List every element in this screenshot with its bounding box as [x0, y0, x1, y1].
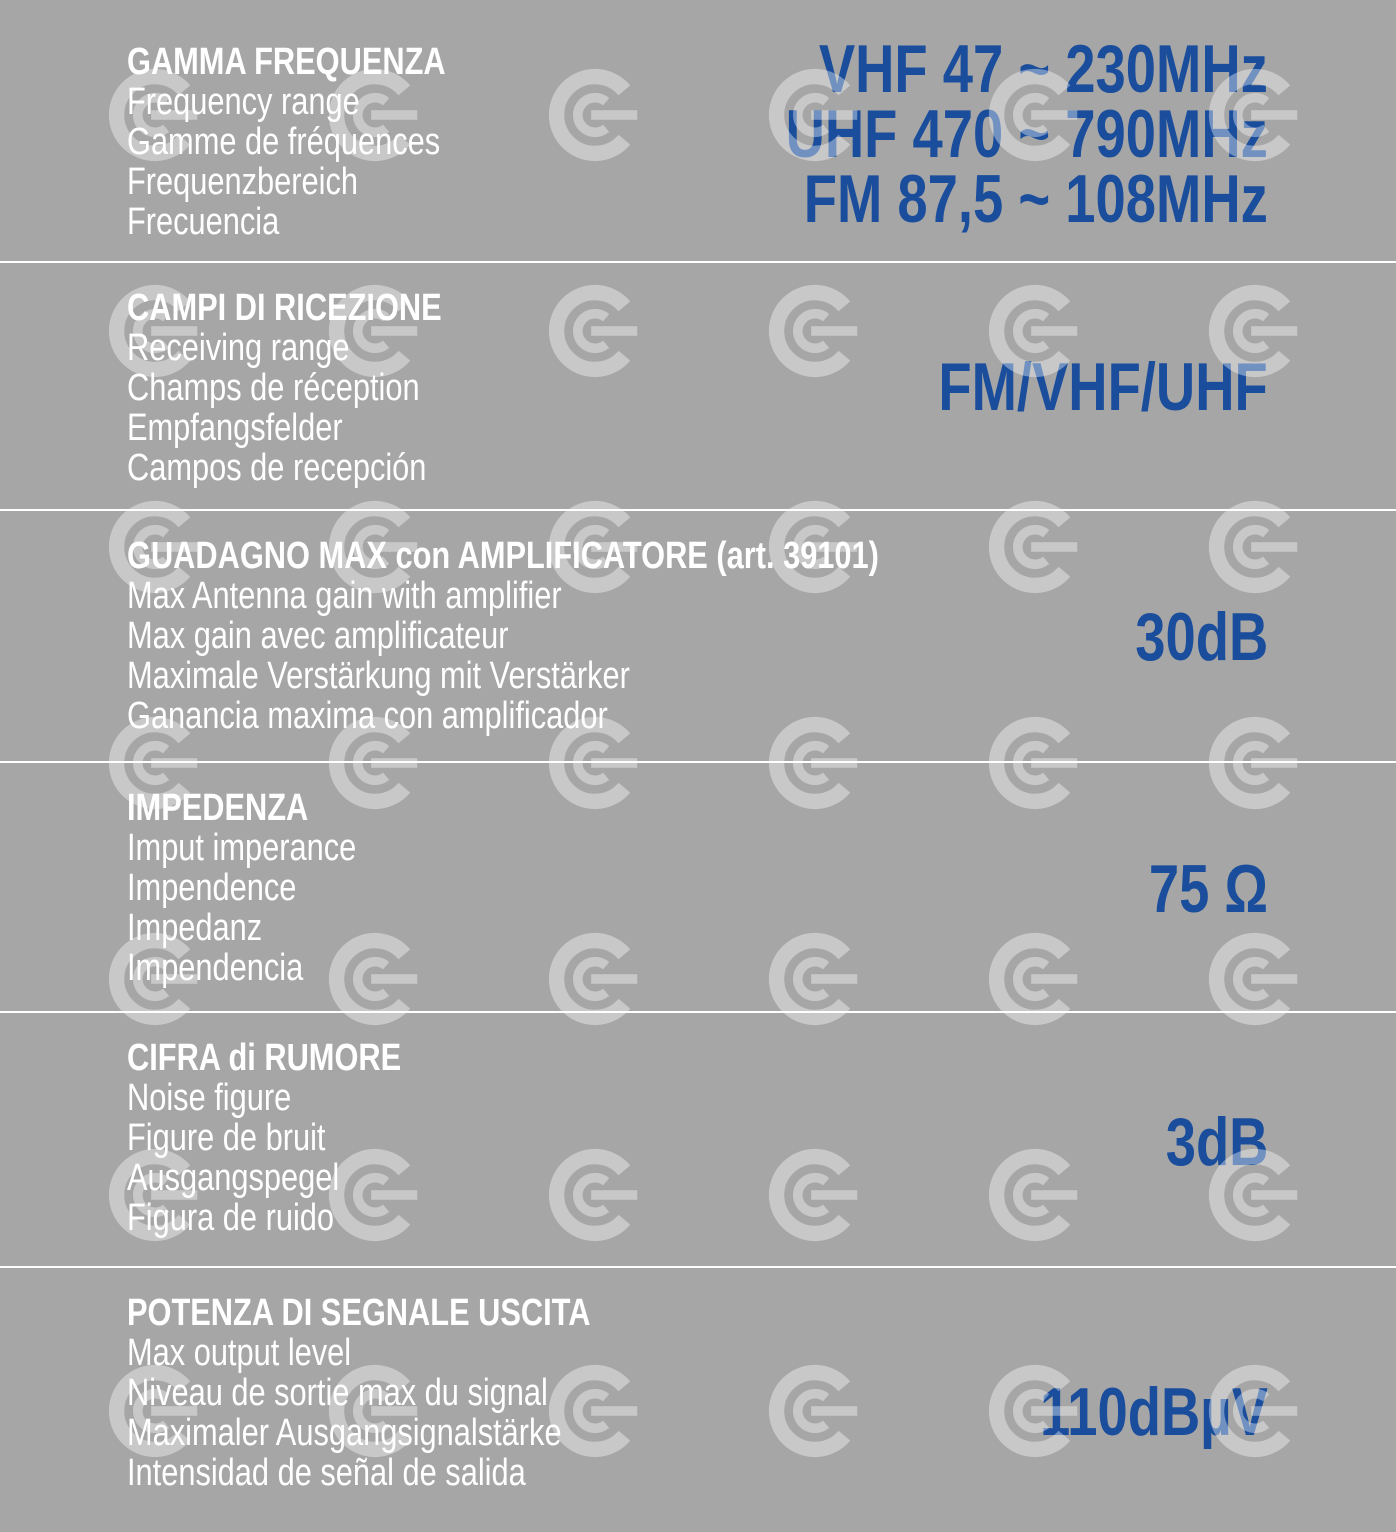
row-label-fr: Max gain avec amplificateur	[127, 615, 509, 657]
spec-values	[938, 349, 1268, 425]
spec-labels	[127, 1293, 590, 1493]
spec-row-impedance	[0, 763, 1396, 1011]
row-label-en: Imput imperance	[127, 827, 357, 869]
row-heading: CAMPI DI RICEZIONE	[127, 287, 442, 329]
spec-values	[1134, 599, 1268, 675]
spec-row-output-level	[0, 1268, 1396, 1532]
spec-value-fm: FM 87,5 ~ 108MHz	[803, 161, 1268, 237]
spec-row-reception-fields	[0, 263, 1396, 509]
row-heading: IMPEDENZA	[127, 787, 309, 829]
spec-row-noise-figure	[0, 1013, 1396, 1266]
row-label-de: Empfangsfelder	[127, 407, 343, 449]
row-label-fr: Impendence	[127, 867, 297, 909]
row-label-de: Impedanz	[127, 907, 263, 949]
spec-labels	[127, 288, 442, 488]
spec-row-frequency-range	[0, 0, 1396, 261]
spec-values	[785, 31, 1268, 237]
row-label-es: Campos de recepción	[127, 447, 427, 489]
row-label-es: Intensidad de señal de salida	[127, 1452, 526, 1494]
row-label-fr: Figure de bruit	[127, 1117, 326, 1159]
row-label-en: Max output level	[127, 1332, 352, 1374]
row-label-de: Maximale Verstärkung mit Verstärker	[127, 655, 630, 697]
spec-value-vhf: VHF 47 ~ 230MHz	[819, 31, 1268, 107]
row-label-de: Frequenzbereich	[127, 161, 358, 203]
spec-labels	[127, 536, 879, 736]
spec-value: 75 Ω	[1148, 851, 1268, 927]
spec-labels	[127, 788, 356, 988]
spec-value: FM/VHF/UHF	[938, 349, 1268, 425]
row-label-en: Noise figure	[127, 1077, 292, 1119]
spec-values	[1148, 851, 1268, 927]
spec-value: 30dB	[1134, 599, 1268, 675]
row-label-de: Ausgangspegel	[127, 1157, 340, 1199]
spec-value: 110dBµV	[1040, 1374, 1268, 1450]
row-heading: CIFRA di RUMORE	[127, 1037, 402, 1079]
row-label-fr: Niveau de sortie max du signal	[127, 1372, 548, 1414]
row-label-es: Frecuencia	[127, 201, 280, 243]
row-heading: GAMMA FREQUENZA	[127, 41, 446, 83]
row-label-fr: Champs de réception	[127, 367, 420, 409]
row-label-en: Frequency range	[127, 81, 360, 123]
row-label-es: Impendencia	[127, 947, 304, 989]
row-label-fr: Gamme de fréquences	[127, 121, 441, 163]
spec-labels	[127, 1038, 401, 1238]
row-label-en: Receiving range	[127, 327, 350, 369]
spec-row-max-gain	[0, 511, 1396, 761]
spec-value-uhf: UHF 470 ~ 790MHz	[785, 96, 1268, 172]
row-label-es: Figura de ruido	[127, 1197, 335, 1239]
row-label-de: Maximaler Ausgangsignalstärke	[127, 1412, 562, 1454]
row-label-es: Ganancia maxima con amplificador	[127, 695, 608, 737]
row-heading: GUADAGNO MAX con AMPLIFICATORE (art. 39101)	[127, 535, 879, 577]
spec-values	[1040, 1374, 1268, 1450]
spec-value: 3dB	[1165, 1104, 1268, 1180]
spec-values	[1165, 1104, 1268, 1180]
row-label-en: Max Antenna gain with amplifier	[127, 575, 562, 617]
spec-labels	[127, 42, 446, 242]
row-heading: POTENZA DI SEGNALE USCITA	[127, 1292, 591, 1334]
